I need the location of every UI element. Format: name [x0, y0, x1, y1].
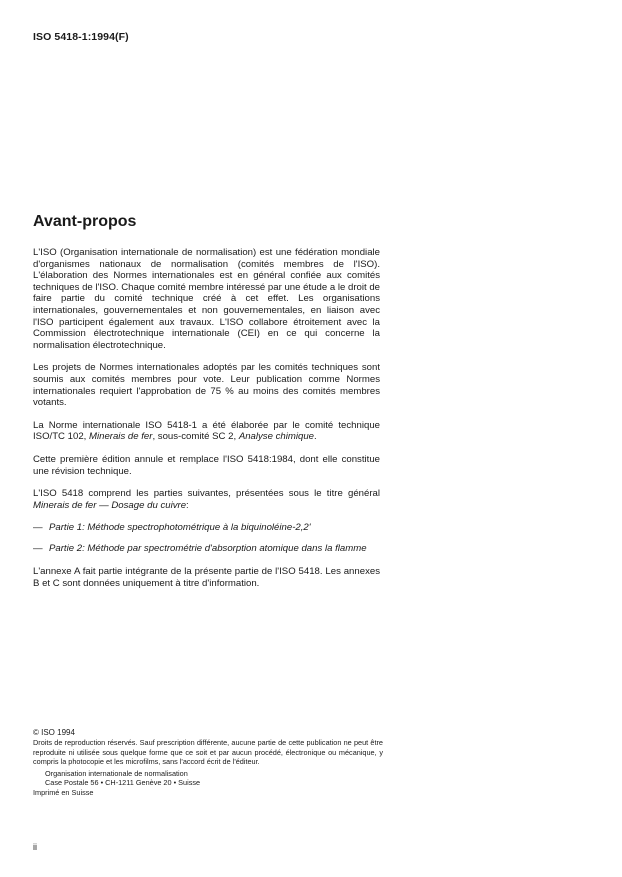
paragraph-drafts-voting: Les projets de Normes internationales adoptés par les comités techniques sont soumis aux comités membres pour vote. Leur publication comme Normes internationales requiert l'approbation de 75 % au moins des comités membres votants.	[33, 362, 380, 409]
paragraph-annexes: L'annexe A fait partie intégrante de la présente partie de l'ISO 5418. Les annexes B et C sont données uniquement à titre d'information.	[33, 566, 380, 590]
list-item	[33, 543, 380, 555]
paragraph-edition: Cette première édition annule et remplace l'ISO 5418:1984, dont elle constitue une révision technique.	[33, 453, 380, 477]
section-title: Avant-propos	[33, 213, 137, 230]
committee-text-2: , sous-comité SC 2,	[152, 431, 239, 443]
organisation-name: Organisation internationale de normalisation	[45, 768, 188, 778]
paragraph-committee	[33, 420, 380, 443]
subcommittee-name: Analyse chimique	[238, 431, 315, 443]
copyright-line: © ISO 1994	[33, 728, 75, 737]
committee-name: Minerais de fer	[88, 431, 153, 443]
rights-notice: Droits de reproduction réservés. Sauf prescription différente, aucune partie de cette publication ne peut être reproduite ni utilisée sous quelque forme que ce soit et par aucun procédé, électronique ou mécanique, y compris la photocopie et les microfilms, sans l'accord écrit de l'éditeur.	[33, 738, 383, 767]
parts-intro-text: L'ISO 5418 comprend les parties suivantes, présentées sous le titre général	[33, 488, 380, 500]
copyright-block	[33, 728, 383, 798]
list-item	[33, 522, 380, 534]
page-number: ii	[33, 842, 37, 852]
paragraph-iso-intro: L'ISO (Organisation internationale de normalisation) est une fédération mondiale d'organismes nationaux de normalisation (comités membres de l'ISO). L'élaboration des Normes internationales est en général confiée aux comités techniques de l'ISO. Chaque comité membre intéressé par une étude a le droit de faire partie du comité technique créé à cet effet. Les organisations internationales, gouvernementales et non gouvernementales, en liaison avec l'ISO participent également aux travaux. L'ISO collabore étroitement avec la Commission électrotechnique internationale (CEI) en ce qui concerne la normalisation électrotechnique.	[33, 247, 380, 351]
dash-marker: —	[33, 542, 43, 554]
document-header: ISO 5418-1:1994(F)	[33, 31, 129, 43]
printed-in: Imprimé en Suisse	[33, 788, 94, 798]
foreword-body	[33, 247, 380, 601]
dash-marker: —	[33, 522, 43, 534]
general-title: Minerais de fer — Dosage du cuivre	[33, 499, 187, 511]
postal-address: Case Postale 56 • CH-1211 Genève 20 • Suisse	[45, 778, 201, 788]
committee-text-1: La Norme internationale ISO 5418-1 a été élaborée par le comité technique ISO/TC 102,	[33, 419, 380, 443]
committee-text-3: .	[314, 431, 317, 443]
part-2-title: Partie 2: Méthode par spectrométrie d'absorption atomique dans la flamme	[49, 542, 367, 554]
paragraph-parts-intro	[33, 488, 380, 511]
part-1-title: Partie 1: Méthode spectrophotométrique à la biquinoléine-2,2'	[49, 522, 311, 534]
parts-intro-colon: :	[186, 499, 189, 511]
